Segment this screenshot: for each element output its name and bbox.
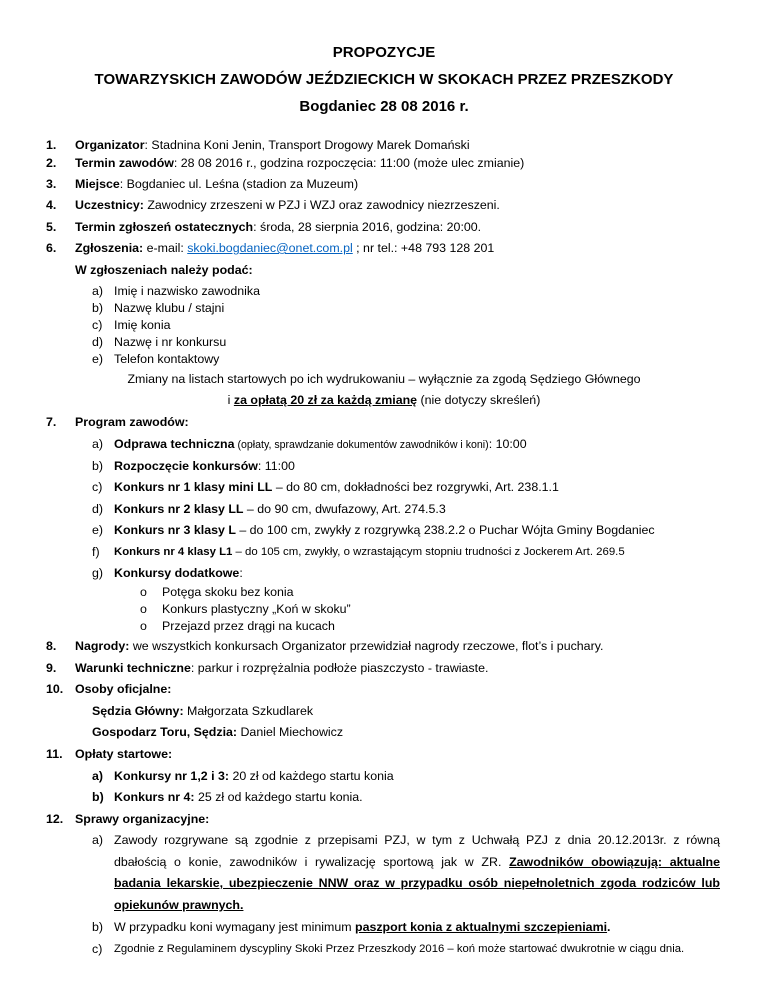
program-marker: f): [92, 545, 100, 559]
extra-list-item: Przejazd przez drągi na kucach: [162, 619, 335, 633]
apply-header: W zgłoszeniach należy podać:: [75, 263, 253, 277]
item-participants: Uczestnicy: Zawodnicy zrzeszeni w PZJ i WZJ oraz zawodnicy niezrzeszeni.: [75, 198, 500, 212]
official-judge: Sędzia Główny: Małgorzata Szkudlarek: [92, 704, 314, 718]
apply-list-item: Imię konia: [114, 318, 171, 332]
changes-fee: i za opłatą 20 zł za każdą zmianę (nie dotyczy skreśleń): [227, 393, 541, 407]
fee-competitions-1-3: Konkursy nr 1,2 i 3: 20 zł od każdego startu konia: [114, 769, 394, 783]
program-briefing: Odprawa techniczna (opłaty, sprawdzanie dokumentów zawodników i koni): 10:00: [114, 437, 527, 451]
program-header: Program zawodów:: [75, 415, 189, 429]
doc-title: PROPOZYCJE: [332, 44, 436, 61]
fee-marker: a): [92, 769, 104, 783]
program-marker: e): [92, 523, 104, 537]
apply-list-marker: e): [92, 352, 104, 366]
changes-note: Zmiany na listach startowych po ich wydrukowaniu – wyłącznie za zgodą Sędziego Głównego: [127, 372, 641, 386]
item-number: 11.: [46, 747, 63, 761]
fees-header: Opłaty startowe:: [75, 747, 173, 761]
item-number: 1.: [46, 138, 57, 152]
item-number: 10.: [46, 682, 64, 696]
program-start: Rozpoczęcie konkursów: 11:00: [114, 459, 295, 473]
apply-list-item: Telefon kontaktowy: [114, 352, 220, 366]
item-deadline: Termin zgłoszeń ostatecznych: środa, 28 sierpnia 2016, godzina: 20:00.: [75, 220, 482, 234]
official-host: Gospodarz Toru, Sędzia: Daniel Miechowicz: [92, 725, 344, 739]
org-marker: a): [92, 833, 104, 847]
apply-list-marker: c): [92, 318, 103, 332]
apply-list-marker: a): [92, 284, 104, 298]
org-rules-line-1: Zawody rozgrywane są zgodnie z przepisami PZJ, w tym z Uchwałą PZJ z dnia 20.12.2013r. z równą: [114, 833, 720, 847]
doc-subtitle: TOWARZYSKICH ZAWODÓW JEŹDZIECKICH W SKOKACH PRZEZ PRZESZKODY: [94, 71, 674, 88]
bullet-icon: o: [140, 585, 147, 599]
org-rules-line-2: dbałością o konie, zawodników i rywalizację sportową jak w ZR. Zawodników obowiązują: aktualne: [114, 855, 720, 869]
email-link[interactable]: skoki.bogdaniec@onet.com.pl: [187, 241, 353, 255]
officials-header: Osoby oficjalne:: [75, 682, 172, 696]
extra-list-item: Konkurs plastyczny „Koń w skoku”: [162, 602, 351, 616]
apply-list-item: Imię i nazwisko zawodnika: [114, 284, 260, 298]
fee-marker: b): [92, 790, 104, 804]
org-starts-rule: Zgodnie z Regulaminem dyscypliny Skoki Przez Przeszkody 2016 – koń może startować dwukrotnie w ciągu dnia.: [114, 943, 685, 955]
program-marker: d): [92, 502, 104, 516]
apply-list-marker: d): [92, 335, 104, 349]
apply-list-item: Nazwę i nr konkursu: [114, 335, 227, 349]
organization-header: Sprawy organizacyjne:: [75, 812, 210, 826]
item-organizer: Organizator: Stadnina Koni Jenin, Transport Drogowy Marek Domański: [75, 138, 470, 152]
item-number: 7.: [46, 415, 57, 429]
program-marker: b): [92, 459, 104, 473]
item-prizes: Nagrody: we wszystkich konkursach Organizator przewidział nagrody rzeczowe, flot’s i puchary.: [75, 639, 604, 653]
org-passport: W przypadku koni wymagany jest minimum paszport konia z aktualnymi szczepieniami.: [114, 920, 611, 934]
program-marker: c): [92, 480, 103, 494]
org-marker: c): [92, 942, 103, 956]
program-competition-2: Konkurs nr 2 klasy LL – do 90 cm, dwufazowy, Art. 274.5.3: [114, 502, 446, 516]
program-extra: Konkursy dodatkowe:: [114, 566, 243, 580]
item-number: 9.: [46, 661, 57, 675]
program-marker: a): [92, 437, 104, 451]
fee-competition-4: Konkurs nr 4: 25 zł od każdego startu konia.: [114, 790, 363, 804]
extra-list-item: Potęga skoku bez konia: [162, 585, 294, 599]
org-marker: b): [92, 920, 104, 934]
item-number: 5.: [46, 220, 57, 234]
program-competition-4: Konkurs nr 4 klasy L1 – do 105 cm, zwykły, o wzrastającym stopniu trudności z Jockerem Art. 269.5: [114, 546, 625, 558]
item-place: Miejsce: Bogdaniec ul. Leśna (stadion za Muzeum): [75, 177, 359, 191]
item-conditions: Warunki techniczne: parkur i rozprężalnia podłoże piaszczysto - trawiaste.: [75, 661, 489, 675]
item-number: 4.: [46, 198, 57, 212]
item-applications: Zgłoszenia: e-mail: skoki.bogdaniec@onet.com.pl ; nr tel.: +48 793 128 201: [75, 241, 495, 255]
program-marker: g): [92, 566, 104, 580]
item-number: 6.: [46, 241, 57, 255]
item-number: 8.: [46, 639, 57, 653]
item-number: 12.: [46, 812, 64, 826]
program-competition-1: Konkurs nr 1 klasy mini LL – do 80 cm, dokładności bez rozgrywki, Art. 238.1.1: [114, 480, 559, 494]
org-rules-line-4: opiekunów prawnych.: [114, 898, 244, 912]
doc-date: Bogdaniec 28 08 2016 r.: [299, 98, 469, 115]
item-number: 2.: [46, 156, 57, 170]
apply-list-item: Nazwę klubu / stajni: [114, 301, 225, 315]
item-date: Termin zawodów: 28 08 2016 r., godzina rozpoczęcia: 11:00 (może ulec zmianie): [75, 156, 525, 170]
apply-list-marker: b): [92, 301, 104, 315]
bullet-icon: o: [140, 619, 147, 633]
bullet-icon: o: [140, 602, 147, 616]
org-rules-line-3: badania lekarskie, ubezpieczenie NNW oraz w przypadku osób niepełnoletnich zgoda rodziców lub: [114, 876, 720, 890]
item-number: 3.: [46, 177, 57, 191]
program-competition-3: Konkurs nr 3 klasy L – do 100 cm, zwykły z rozgrywką 238.2.2 o Puchar Wójta Gminy Bogdaniec: [114, 523, 655, 537]
